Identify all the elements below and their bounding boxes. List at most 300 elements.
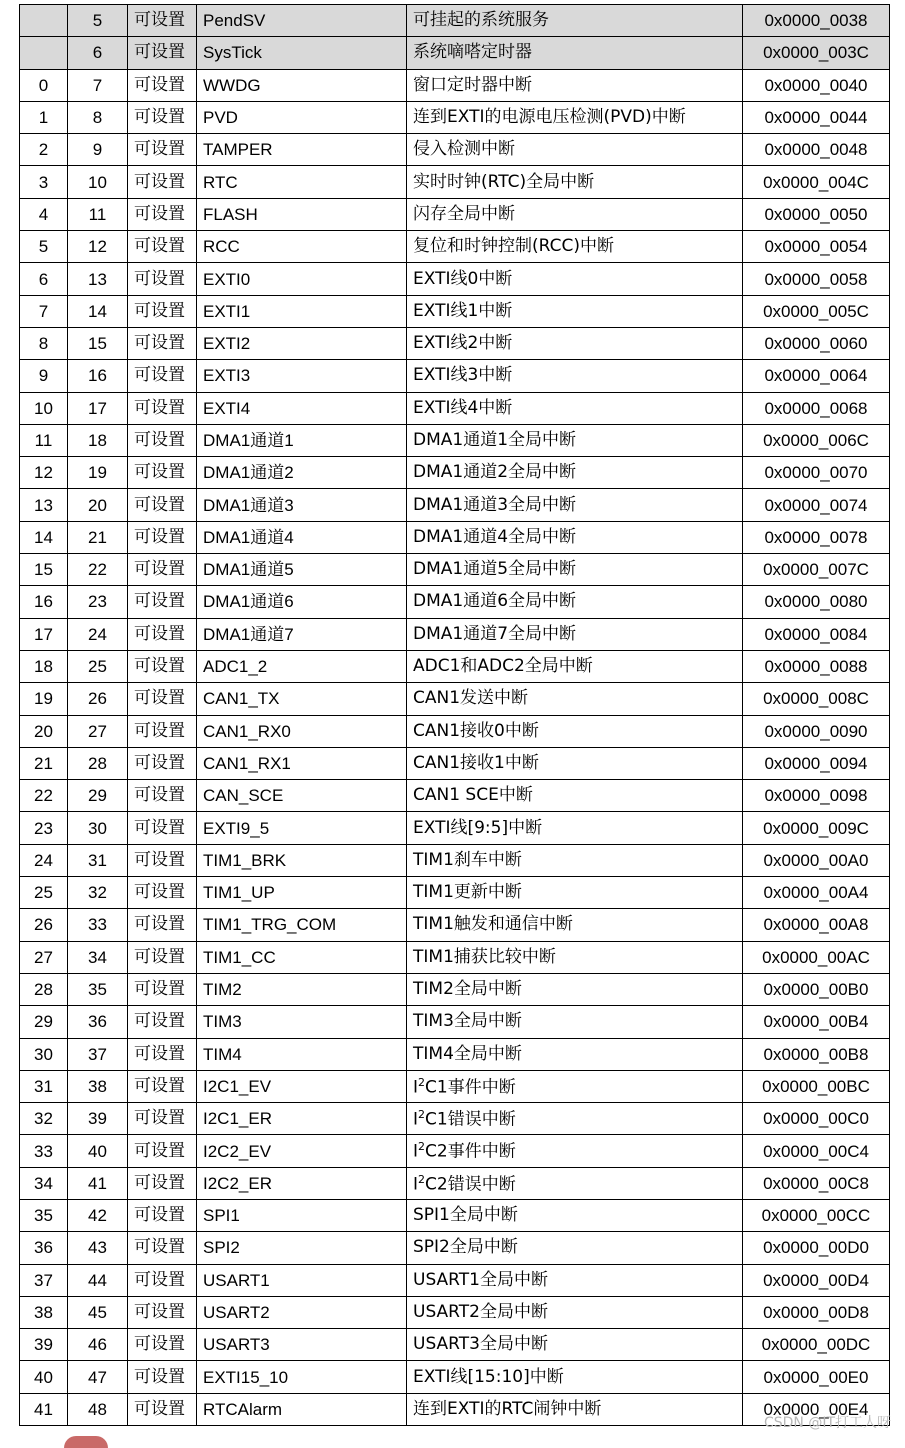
position-cell: 14	[20, 521, 68, 553]
description-text: C2事件中断	[425, 1141, 516, 1162]
description-cell: USART1全局中断	[407, 1264, 743, 1296]
name-cell: I2C2_ER	[197, 1167, 407, 1199]
table-row	[20, 489, 890, 521]
position-cell: 34	[20, 1167, 68, 1199]
table-row	[20, 554, 890, 586]
priority-cell: 36	[68, 1006, 128, 1038]
table-row	[20, 69, 890, 101]
name-cell: RTC	[197, 166, 407, 198]
name-cell: SPI1	[197, 1199, 407, 1231]
name-cell: TAMPER	[197, 134, 407, 166]
priority-cell: 19	[68, 457, 128, 489]
priority-cell: 37	[68, 1038, 128, 1070]
table-row	[20, 1361, 890, 1393]
description-cell: CAN1 SCE中断	[407, 780, 743, 812]
description-text: C1事件中断	[425, 1077, 516, 1098]
address-cell: 0x0000_005C	[743, 295, 890, 327]
name-cell: PendSV	[197, 5, 407, 37]
address-cell: 0x0000_0064	[743, 360, 890, 392]
priority-cell: 9	[68, 134, 128, 166]
address-cell: 0x0000_0050	[743, 198, 890, 230]
priority-type-cell: 可设置	[128, 1199, 197, 1231]
address-cell: 0x0000_0098	[743, 780, 890, 812]
name-cell: FLASH	[197, 198, 407, 230]
table-row	[20, 1199, 890, 1231]
priority-cell: 7	[68, 69, 128, 101]
priority-type-cell: 可设置	[128, 1361, 197, 1393]
priority-type-cell: 可设置	[128, 715, 197, 747]
name-cell: ADC1_2	[197, 650, 407, 682]
address-cell: 0x0000_00D8	[743, 1296, 890, 1328]
table-row	[20, 1103, 890, 1135]
priority-type-cell: 可设置	[128, 360, 197, 392]
vector-table	[19, 4, 890, 1426]
priority-type-cell: 可设置	[128, 1167, 197, 1199]
priority-cell: 28	[68, 747, 128, 779]
table-row	[20, 1167, 890, 1199]
priority-type-cell: 可设置	[128, 780, 197, 812]
address-cell: 0x0000_003C	[743, 37, 890, 69]
address-cell: 0x0000_00DC	[743, 1329, 890, 1361]
address-cell: 0x0000_004C	[743, 166, 890, 198]
table-row	[20, 166, 890, 198]
position-cell: 20	[20, 715, 68, 747]
position-cell: 3	[20, 166, 68, 198]
name-cell: EXTI2	[197, 327, 407, 359]
position-cell: 17	[20, 618, 68, 650]
priority-cell: 17	[68, 392, 128, 424]
priority-cell: 41	[68, 1167, 128, 1199]
priority-type-cell: 可设置	[128, 941, 197, 973]
description-cell	[407, 1167, 743, 1199]
address-cell: 0x0000_0088	[743, 650, 890, 682]
description-cell: CAN1接收0中断	[407, 715, 743, 747]
address-cell: 0x0000_0058	[743, 263, 890, 295]
table-row	[20, 844, 890, 876]
name-cell: DMA1通道2	[197, 457, 407, 489]
position-cell: 23	[20, 812, 68, 844]
description-text: C1错误中断	[425, 1109, 516, 1130]
table-row	[20, 327, 890, 359]
position-cell: 31	[20, 1070, 68, 1102]
description-cell: EXTI线1中断	[407, 295, 743, 327]
address-cell: 0x0000_00A4	[743, 877, 890, 909]
name-cell: SysTick	[197, 37, 407, 69]
position-cell: 13	[20, 489, 68, 521]
description-prefix: I	[413, 1141, 419, 1162]
table-row	[20, 618, 890, 650]
priority-type-cell: 可设置	[128, 198, 197, 230]
priority-type-cell: 可设置	[128, 134, 197, 166]
table-row	[20, 747, 890, 779]
name-cell: TIM1_TRG_COM	[197, 909, 407, 941]
address-cell: 0x0000_0074	[743, 489, 890, 521]
table-row	[20, 295, 890, 327]
priority-type-cell: 可设置	[128, 973, 197, 1005]
priority-cell: 6	[68, 37, 128, 69]
position-cell: 36	[20, 1232, 68, 1264]
position-cell: 27	[20, 941, 68, 973]
name-cell: EXTI15_10	[197, 1361, 407, 1393]
address-cell: 0x0000_0054	[743, 231, 890, 263]
description-cell: EXTI线2中断	[407, 327, 743, 359]
position-cell: 6	[20, 263, 68, 295]
priority-type-cell: 可设置	[128, 877, 197, 909]
name-cell: DMA1通道1	[197, 424, 407, 456]
name-cell: EXTI9_5	[197, 812, 407, 844]
position-cell: 35	[20, 1199, 68, 1231]
position-cell: 11	[20, 424, 68, 456]
address-cell: 0x0000_00C0	[743, 1103, 890, 1135]
description-cell: 窗口定时器中断	[407, 69, 743, 101]
priority-cell: 45	[68, 1296, 128, 1328]
address-cell: 0x0000_0078	[743, 521, 890, 553]
description-cell: 系统嘀嗒定时器	[407, 37, 743, 69]
priority-type-cell: 可设置	[128, 231, 197, 263]
name-cell: CAN_SCE	[197, 780, 407, 812]
description-cell: CAN1发送中断	[407, 683, 743, 715]
priority-cell: 25	[68, 650, 128, 682]
priority-type-cell: 可设置	[128, 327, 197, 359]
table-row	[20, 101, 890, 133]
table-row	[20, 973, 890, 1005]
position-cell: 30	[20, 1038, 68, 1070]
table-row	[20, 586, 890, 618]
description-cell: DMA1通道4全局中断	[407, 521, 743, 553]
name-cell: TIM4	[197, 1038, 407, 1070]
position-cell: 1	[20, 101, 68, 133]
address-cell: 0x0000_009C	[743, 812, 890, 844]
address-cell: 0x0000_00A0	[743, 844, 890, 876]
table-row	[20, 134, 890, 166]
description-cell: 连到EXTI的电源电压检测(PVD)中断	[407, 101, 743, 133]
table-row	[20, 909, 890, 941]
priority-cell: 14	[68, 295, 128, 327]
description-cell: 实时时钟(RTC)全局中断	[407, 166, 743, 198]
position-cell: 15	[20, 554, 68, 586]
position-cell: 37	[20, 1264, 68, 1296]
priority-type-cell: 可设置	[128, 618, 197, 650]
description-cell: TIM1刹车中断	[407, 844, 743, 876]
address-cell: 0x0000_0048	[743, 134, 890, 166]
priority-cell: 20	[68, 489, 128, 521]
address-cell: 0x0000_00AC	[743, 941, 890, 973]
description-cell: EXTI线3中断	[407, 360, 743, 392]
priority-cell: 33	[68, 909, 128, 941]
name-cell: TIM1_BRK	[197, 844, 407, 876]
description-cell: EXTI线4中断	[407, 392, 743, 424]
position-cell: 16	[20, 586, 68, 618]
priority-type-cell: 可设置	[128, 392, 197, 424]
address-cell: 0x0000_00E4	[743, 1393, 890, 1425]
name-cell: TIM1_UP	[197, 877, 407, 909]
address-cell: 0x0000_0060	[743, 327, 890, 359]
priority-cell: 34	[68, 941, 128, 973]
name-cell: CAN1_RX0	[197, 715, 407, 747]
priority-cell: 46	[68, 1329, 128, 1361]
priority-cell: 11	[68, 198, 128, 230]
priority-cell: 40	[68, 1135, 128, 1167]
description-cell: 连到EXTI的RTC闹钟中断	[407, 1393, 743, 1425]
position-cell: 22	[20, 780, 68, 812]
table-row	[20, 360, 890, 392]
description-prefix: I	[413, 1109, 419, 1130]
position-cell: 25	[20, 877, 68, 909]
address-cell: 0x0000_0038	[743, 5, 890, 37]
priority-type-cell: 可设置	[128, 1232, 197, 1264]
name-cell: EXTI0	[197, 263, 407, 295]
address-cell: 0x0000_007C	[743, 554, 890, 586]
table-row	[20, 392, 890, 424]
priority-cell: 48	[68, 1393, 128, 1425]
address-cell: 0x0000_0080	[743, 586, 890, 618]
address-cell: 0x0000_00CC	[743, 1199, 890, 1231]
priority-type-cell: 可设置	[128, 554, 197, 586]
position-cell: 10	[20, 392, 68, 424]
priority-type-cell: 可设置	[128, 166, 197, 198]
name-cell: WWDG	[197, 69, 407, 101]
description-cell: DMA1通道1全局中断	[407, 424, 743, 456]
description-superscript: 2	[418, 1140, 426, 1154]
priority-type-cell: 可设置	[128, 1135, 197, 1167]
description-cell: 侵入检测中断	[407, 134, 743, 166]
address-cell: 0x0000_0090	[743, 715, 890, 747]
description-cell: DMA1通道2全局中断	[407, 457, 743, 489]
name-cell: RCC	[197, 231, 407, 263]
priority-cell: 5	[68, 5, 128, 37]
name-cell: DMA1通道5	[197, 554, 407, 586]
address-cell: 0x0000_00BC	[743, 1070, 890, 1102]
table-row	[20, 1232, 890, 1264]
logo-icon	[64, 1436, 108, 1448]
priority-cell: 27	[68, 715, 128, 747]
name-cell: I2C1_ER	[197, 1103, 407, 1135]
description-cell: 闪存全局中断	[407, 198, 743, 230]
priority-cell: 24	[68, 618, 128, 650]
description-superscript: 2	[418, 1107, 426, 1121]
name-cell: SPI2	[197, 1232, 407, 1264]
priority-cell: 32	[68, 877, 128, 909]
position-cell	[20, 5, 68, 37]
description-text: C2错误中断	[425, 1174, 516, 1195]
name-cell: PVD	[197, 101, 407, 133]
description-cell: TIM3全局中断	[407, 1006, 743, 1038]
address-cell: 0x0000_0068	[743, 392, 890, 424]
description-cell: 可挂起的系统服务	[407, 5, 743, 37]
position-cell: 33	[20, 1135, 68, 1167]
name-cell: EXTI3	[197, 360, 407, 392]
name-cell: USART2	[197, 1296, 407, 1328]
position-cell: 5	[20, 231, 68, 263]
priority-type-cell: 可设置	[128, 844, 197, 876]
table-row	[20, 1038, 890, 1070]
priority-type-cell: 可设置	[128, 5, 197, 37]
priority-type-cell: 可设置	[128, 1038, 197, 1070]
priority-type-cell: 可设置	[128, 101, 197, 133]
position-cell: 8	[20, 327, 68, 359]
description-cell: USART3全局中断	[407, 1329, 743, 1361]
address-cell: 0x0000_00B8	[743, 1038, 890, 1070]
priority-type-cell: 可设置	[128, 1329, 197, 1361]
priority-cell: 31	[68, 844, 128, 876]
position-cell: 21	[20, 747, 68, 779]
priority-cell: 13	[68, 263, 128, 295]
priority-type-cell: 可设置	[128, 650, 197, 682]
priority-cell: 30	[68, 812, 128, 844]
priority-type-cell: 可设置	[128, 424, 197, 456]
priority-type-cell: 可设置	[128, 812, 197, 844]
description-superscript: 2	[418, 1172, 426, 1186]
priority-type-cell: 可设置	[128, 1070, 197, 1102]
position-cell: 4	[20, 198, 68, 230]
description-cell: EXTI线0中断	[407, 263, 743, 295]
name-cell: EXTI1	[197, 295, 407, 327]
priority-type-cell: 可设置	[128, 1264, 197, 1296]
position-cell: 2	[20, 134, 68, 166]
description-cell: TIM4全局中断	[407, 1038, 743, 1070]
address-cell: 0x0000_00C4	[743, 1135, 890, 1167]
description-cell: DMA1通道6全局中断	[407, 586, 743, 618]
priority-cell: 15	[68, 327, 128, 359]
name-cell: EXTI4	[197, 392, 407, 424]
priority-cell: 21	[68, 521, 128, 553]
description-cell: EXTI线[15:10]中断	[407, 1361, 743, 1393]
position-cell: 39	[20, 1329, 68, 1361]
position-cell: 0	[20, 69, 68, 101]
position-cell: 26	[20, 909, 68, 941]
name-cell: DMA1通道3	[197, 489, 407, 521]
table-row	[20, 521, 890, 553]
position-cell: 12	[20, 457, 68, 489]
description-cell	[407, 1103, 743, 1135]
name-cell: DMA1通道4	[197, 521, 407, 553]
table-row	[20, 424, 890, 456]
name-cell: RTCAlarm	[197, 1393, 407, 1425]
position-cell: 29	[20, 1006, 68, 1038]
description-cell: SPI1全局中断	[407, 1199, 743, 1231]
priority-type-cell: 可设置	[128, 69, 197, 101]
priority-cell: 44	[68, 1264, 128, 1296]
position-cell	[20, 37, 68, 69]
position-cell: 40	[20, 1361, 68, 1393]
name-cell: CAN1_TX	[197, 683, 407, 715]
address-cell: 0x0000_00B4	[743, 1006, 890, 1038]
position-cell: 28	[20, 973, 68, 1005]
position-cell: 32	[20, 1103, 68, 1135]
description-cell: EXTI线[9:5]中断	[407, 812, 743, 844]
priority-cell: 39	[68, 1103, 128, 1135]
address-cell: 0x0000_0070	[743, 457, 890, 489]
priority-cell: 12	[68, 231, 128, 263]
name-cell: DMA1通道6	[197, 586, 407, 618]
description-cell: DMA1通道5全局中断	[407, 554, 743, 586]
priority-cell: 47	[68, 1361, 128, 1393]
address-cell: 0x0000_00B0	[743, 973, 890, 1005]
table-row	[20, 263, 890, 295]
priority-type-cell: 可设置	[128, 37, 197, 69]
name-cell: TIM2	[197, 973, 407, 1005]
description-superscript: 2	[418, 1075, 426, 1089]
priority-cell: 10	[68, 166, 128, 198]
table-row	[20, 1329, 890, 1361]
name-cell: TIM3	[197, 1006, 407, 1038]
address-cell: 0x0000_006C	[743, 424, 890, 456]
description-cell: DMA1通道3全局中断	[407, 489, 743, 521]
priority-type-cell: 可设置	[128, 586, 197, 618]
priority-type-cell: 可设置	[128, 295, 197, 327]
description-cell: TIM2全局中断	[407, 973, 743, 1005]
name-cell: TIM1_CC	[197, 941, 407, 973]
priority-type-cell: 可设置	[128, 1006, 197, 1038]
description-cell	[407, 1070, 743, 1102]
table-row	[20, 5, 890, 37]
table-row	[20, 1070, 890, 1102]
position-cell: 9	[20, 360, 68, 392]
description-cell	[407, 1135, 743, 1167]
description-cell: CAN1接收1中断	[407, 747, 743, 779]
priority-cell: 23	[68, 586, 128, 618]
address-cell: 0x0000_00D4	[743, 1264, 890, 1296]
priority-cell: 18	[68, 424, 128, 456]
table-row	[20, 198, 890, 230]
priority-type-cell: 可设置	[128, 521, 197, 553]
table-row	[20, 457, 890, 489]
priority-cell: 29	[68, 780, 128, 812]
priority-type-cell: 可设置	[128, 909, 197, 941]
position-cell: 7	[20, 295, 68, 327]
table-row	[20, 1135, 890, 1167]
priority-type-cell: 可设置	[128, 489, 197, 521]
address-cell: 0x0000_0040	[743, 69, 890, 101]
priority-type-cell: 可设置	[128, 457, 197, 489]
description-cell: USART2全局中断	[407, 1296, 743, 1328]
table-row	[20, 780, 890, 812]
address-cell: 0x0000_00D0	[743, 1232, 890, 1264]
address-cell: 0x0000_00A8	[743, 909, 890, 941]
address-cell: 0x0000_0044	[743, 101, 890, 133]
table-row	[20, 1296, 890, 1328]
name-cell: I2C2_EV	[197, 1135, 407, 1167]
table-row	[20, 877, 890, 909]
description-cell: TIM1捕获比较中断	[407, 941, 743, 973]
priority-cell: 26	[68, 683, 128, 715]
name-cell: USART3	[197, 1329, 407, 1361]
table-row	[20, 1006, 890, 1038]
priority-type-cell: 可设置	[128, 683, 197, 715]
priority-cell: 22	[68, 554, 128, 586]
priority-cell: 43	[68, 1232, 128, 1264]
description-prefix: I	[413, 1174, 419, 1195]
description-cell: TIM1更新中断	[407, 877, 743, 909]
table-row	[20, 683, 890, 715]
name-cell: CAN1_RX1	[197, 747, 407, 779]
address-cell: 0x0000_00E0	[743, 1361, 890, 1393]
priority-type-cell: 可设置	[128, 747, 197, 779]
address-cell: 0x0000_00C8	[743, 1167, 890, 1199]
address-cell: 0x0000_008C	[743, 683, 890, 715]
name-cell: I2C1_EV	[197, 1070, 407, 1102]
table-row	[20, 1264, 890, 1296]
priority-cell: 38	[68, 1070, 128, 1102]
description-cell: 复位和时钟控制(RCC)中断	[407, 231, 743, 263]
description-cell: TIM1触发和通信中断	[407, 909, 743, 941]
vector-table-body	[20, 5, 890, 1426]
name-cell: DMA1通道7	[197, 618, 407, 650]
description-cell: ADC1和ADC2全局中断	[407, 650, 743, 682]
description-cell: DMA1通道7全局中断	[407, 618, 743, 650]
position-cell: 24	[20, 844, 68, 876]
priority-cell: 8	[68, 101, 128, 133]
